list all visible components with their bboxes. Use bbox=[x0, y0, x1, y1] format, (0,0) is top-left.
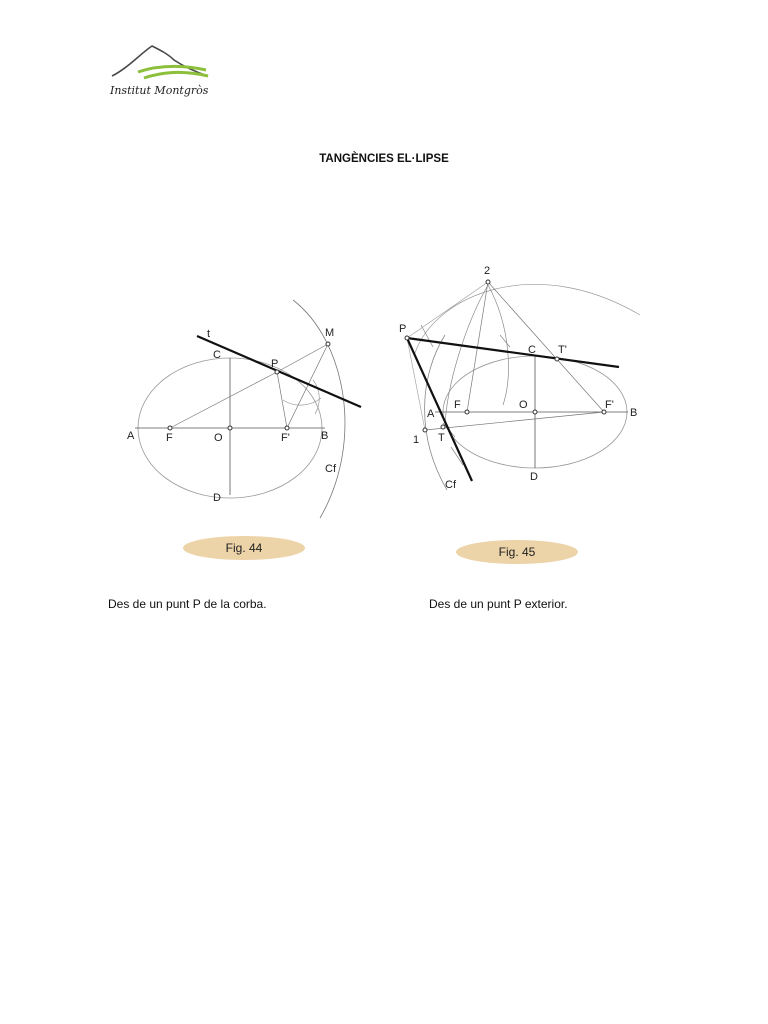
line-1-F2 bbox=[425, 412, 604, 430]
arc-2-right bbox=[488, 285, 508, 405]
label-A: A bbox=[427, 408, 435, 420]
figure-44 bbox=[115, 290, 385, 530]
tangent-line-PT2 bbox=[407, 338, 619, 367]
page-title: TANGÈNCIES EL·LIPSE bbox=[319, 153, 449, 165]
point-O bbox=[533, 410, 537, 414]
point-O bbox=[228, 426, 232, 430]
construction-line-F2M bbox=[287, 344, 328, 428]
label-F2: F' bbox=[605, 399, 614, 411]
line-P-2 bbox=[407, 282, 488, 338]
label-C: C bbox=[213, 349, 221, 361]
construction-line-PM bbox=[277, 344, 328, 372]
point-P bbox=[275, 370, 279, 374]
label-T: T bbox=[438, 432, 445, 444]
fig-45-badge: Fig. 45 bbox=[456, 540, 578, 564]
label-P: P bbox=[399, 323, 407, 335]
label-M: M bbox=[325, 327, 335, 339]
tangent-line-PT bbox=[407, 338, 472, 481]
point-P bbox=[405, 336, 409, 340]
logo-text: Institut Montgròs bbox=[110, 84, 209, 97]
figure-45 bbox=[385, 255, 655, 500]
green-stripe-2 bbox=[144, 72, 208, 78]
label-C: C bbox=[528, 344, 536, 356]
line-P-1 bbox=[407, 338, 425, 430]
mountain-outline bbox=[112, 46, 208, 76]
fig-45-caption: Des de un punt P exterior. bbox=[429, 597, 568, 611]
point-2 bbox=[486, 280, 490, 284]
label-2: 2 bbox=[484, 265, 491, 277]
label-F: F bbox=[454, 399, 461, 411]
label-F: F bbox=[166, 432, 173, 444]
label-Cf: Cf bbox=[445, 479, 456, 491]
label-B: B bbox=[630, 407, 638, 419]
point-F2 bbox=[285, 426, 289, 430]
label-1: 1 bbox=[413, 434, 420, 446]
fig-44-badge: Fig. 44 bbox=[183, 536, 305, 560]
label-A: A bbox=[127, 430, 135, 442]
label-O: O bbox=[214, 432, 223, 444]
label-t: t bbox=[207, 328, 211, 340]
label-D: D bbox=[530, 471, 538, 483]
point-F bbox=[168, 426, 172, 430]
fig-44-caption: Des de un punt P de la corba. bbox=[108, 597, 267, 611]
focal-radius-F bbox=[170, 372, 277, 428]
label-F2: F' bbox=[281, 432, 290, 444]
label-D: D bbox=[213, 492, 221, 504]
point-T bbox=[441, 425, 445, 429]
label-Cf: Cf bbox=[325, 463, 336, 475]
arc-2-left bbox=[445, 285, 488, 425]
label-P: P bbox=[271, 358, 279, 370]
point-M bbox=[326, 342, 330, 346]
label-T2: T' bbox=[558, 344, 567, 356]
label-B: B bbox=[321, 430, 329, 442]
point-1 bbox=[423, 428, 427, 432]
line-2-F2 bbox=[488, 282, 604, 412]
label-O: O bbox=[519, 399, 528, 411]
focal-radius-F2 bbox=[277, 372, 287, 428]
point-T2 bbox=[555, 357, 559, 361]
point-F bbox=[465, 410, 469, 414]
